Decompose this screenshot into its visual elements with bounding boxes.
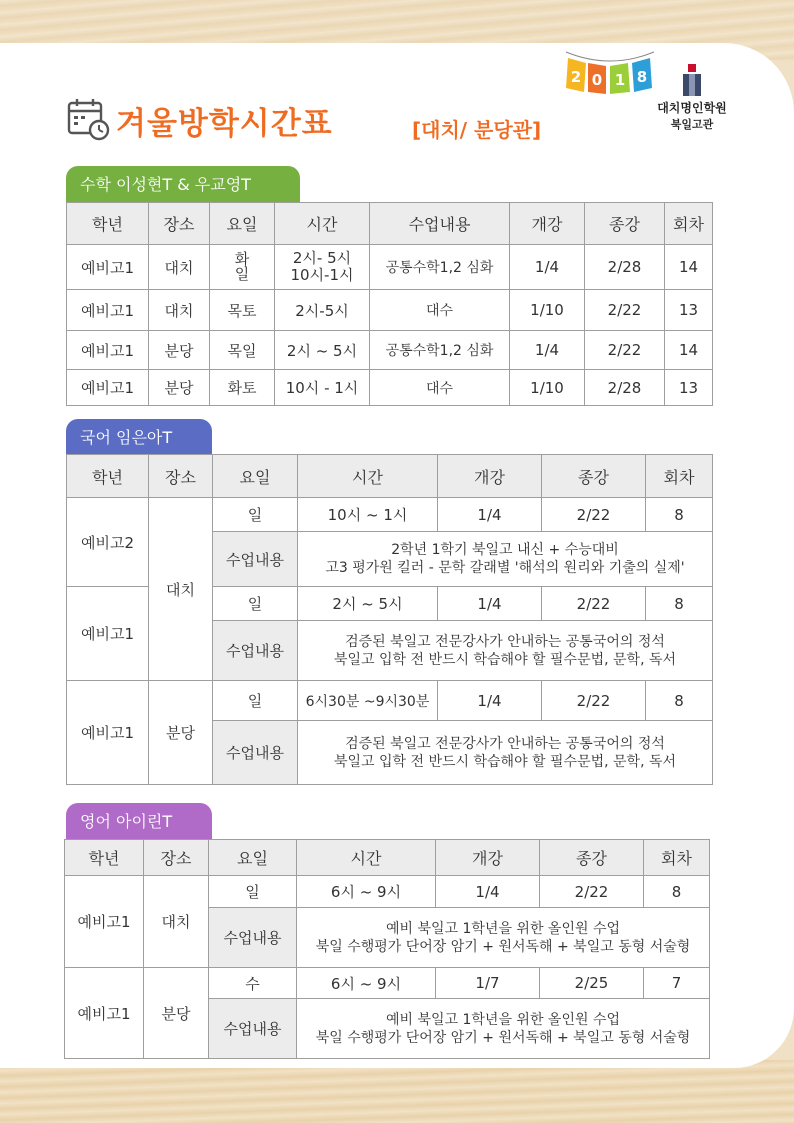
cell-content-line: 검증된 북일고 전문강사가 안내하는 공통국어의 정석	[345, 735, 665, 752]
cell-end: 2/28	[585, 245, 665, 290]
cell-start: 1/4	[436, 876, 540, 908]
english-section-tab: 영어 아이린T	[66, 803, 212, 839]
cell-start: 1/10	[510, 370, 585, 406]
header-end: 종강	[540, 840, 644, 876]
table-row	[67, 498, 713, 532]
cell-end: 2/22	[585, 290, 665, 331]
table-row	[67, 290, 713, 331]
table-row	[67, 681, 713, 721]
calendar-clock-icon	[66, 96, 112, 142]
academy-name: 대치명인학원	[657, 101, 727, 115]
header-day: 요일	[209, 840, 297, 876]
header-day: 요일	[213, 455, 298, 498]
cell-grade: 예비고1	[67, 245, 149, 290]
cell-content-line: 예비 북일고 1학년을 위한 올인원 수업	[385, 920, 621, 937]
cell-content	[297, 999, 710, 1059]
cell-day: 목토	[210, 290, 275, 331]
cell-day: 일	[213, 587, 298, 621]
year-flag-3: 1	[614, 71, 626, 89]
cell-time: 6시 ~ 9시	[297, 876, 436, 908]
cell-day: 목일	[210, 331, 275, 370]
cell-end: 2/22	[540, 876, 644, 908]
cell-start: 1/4	[438, 587, 542, 621]
cell-end: 2/22	[542, 498, 646, 532]
cell-day	[210, 245, 275, 290]
cell-content-line: 2학년 1학기 북일고 내신 + 수능대비	[391, 542, 619, 558]
cell-start: 1/4	[510, 245, 585, 290]
header-end: 종강	[585, 203, 665, 245]
math-schedule-table	[66, 202, 713, 406]
cell-time-line: 2시- 5시	[292, 249, 352, 267]
cell-count: 8	[646, 498, 713, 532]
year-flag-4: 8	[636, 68, 648, 86]
cell-time: 6시 ~ 9시	[297, 968, 436, 999]
header-place: 장소	[149, 203, 210, 245]
cell-time-line: 10시-1시	[290, 266, 354, 284]
cell-end: 2/22	[585, 331, 665, 370]
cell-content: 공통수학1,2 심화	[370, 245, 510, 290]
cell-time: 6시30분 ~9시30분	[298, 681, 438, 721]
table-row	[67, 331, 713, 370]
header-content: 수업내용	[370, 203, 510, 245]
cell-content-label: 수업내용	[213, 621, 298, 681]
cell-time: 10시 ~ 1시	[298, 498, 438, 532]
cell-content: 대수	[370, 370, 510, 406]
header-count: 회차	[644, 840, 710, 876]
cell-time: 2시-5시	[275, 290, 370, 331]
page-subtitle: [대치/ 분당관]	[412, 118, 542, 142]
cell-day: 화토	[210, 370, 275, 406]
korean-section-tab: 국어 임은아T	[66, 419, 212, 455]
cell-start: 1/4	[438, 498, 542, 532]
cell-content-line: 예비 북일고 1학년을 위한 올인원 수업	[385, 1011, 621, 1028]
cell-content-label: 수업내용	[209, 908, 297, 968]
cell-content-label: 수업내용	[213, 721, 298, 785]
cell-day: 일	[209, 876, 297, 908]
cell-place: 대치	[144, 876, 209, 968]
cell-grade: 예비고2	[67, 498, 149, 587]
header-start: 개강	[510, 203, 585, 245]
header-time: 시간	[297, 840, 436, 876]
cell-count: 14	[665, 331, 713, 370]
cell-day-line: 화	[234, 250, 250, 268]
table-header-row	[67, 203, 713, 245]
cell-end: 2/22	[542, 587, 646, 621]
year-flag-1: 2	[570, 68, 582, 86]
cell-start: 1/7	[436, 968, 540, 999]
cell-content-line: 북일고 입학 전 반드시 학습해야 할 필수문법, 문학, 독서	[333, 651, 677, 668]
cell-content: 대수	[370, 290, 510, 331]
cell-end: 2/28	[585, 370, 665, 406]
cell-content	[297, 908, 710, 968]
page-title: 겨울방학시간표	[116, 106, 333, 142]
english-schedule-table	[64, 839, 710, 1059]
cell-time: 10시 - 1시	[275, 370, 370, 406]
header-count: 회차	[665, 203, 713, 245]
cell-content-label: 수업내용	[213, 532, 298, 587]
year-bunting	[562, 48, 658, 98]
academy-branch: 북일고관	[670, 118, 714, 131]
cell-grade: 예비고1	[67, 331, 149, 370]
header-end: 종강	[542, 455, 646, 498]
cell-count: 8	[646, 587, 713, 621]
cell-day-line: 일	[234, 265, 250, 283]
academy-logo	[652, 64, 732, 132]
cell-grade: 예비고1	[67, 587, 149, 681]
year-flag-2: 0	[591, 71, 603, 89]
cell-time	[275, 245, 370, 290]
header-grade: 학년	[67, 455, 149, 498]
table-header-row	[67, 455, 713, 498]
cell-grade: 예비고1	[65, 876, 144, 968]
cell-count: 13	[665, 290, 713, 331]
header-grade: 학년	[67, 203, 149, 245]
cell-count: 14	[665, 245, 713, 290]
table-header-row	[65, 840, 710, 876]
cell-place: 대치	[149, 245, 210, 290]
cell-time: 2시 ~ 5시	[298, 587, 438, 621]
header-time: 시간	[275, 203, 370, 245]
academy-logo-icon	[681, 64, 703, 98]
cell-grade: 예비고1	[67, 370, 149, 406]
cell-content-line: 북일 수행평가 단어장 암기 + 원서독해 + 북일고 동형 서술형	[315, 938, 691, 955]
cell-count: 8	[646, 681, 713, 721]
cell-content	[298, 721, 713, 785]
cell-day: 일	[213, 498, 298, 532]
cell-place: 분당	[149, 681, 213, 785]
header-day: 요일	[210, 203, 275, 245]
cell-content: 공통수학1,2 심화	[370, 331, 510, 370]
cell-grade: 예비고1	[67, 290, 149, 331]
header-start: 개강	[436, 840, 540, 876]
table-row	[65, 968, 710, 999]
cell-content-label: 수업내용	[209, 999, 297, 1059]
cell-start: 1/4	[510, 331, 585, 370]
wood-background-bottom	[0, 1060, 794, 1123]
cell-count: 8	[644, 876, 710, 908]
cell-content	[298, 532, 713, 587]
cell-count: 7	[644, 968, 710, 999]
header-count: 회차	[646, 455, 713, 498]
cell-content	[298, 621, 713, 681]
table-row	[67, 245, 713, 290]
cell-grade: 예비고1	[67, 681, 149, 785]
header-place: 장소	[149, 455, 213, 498]
cell-place: 분당	[149, 331, 210, 370]
cell-end: 2/25	[540, 968, 644, 999]
table-row	[67, 370, 713, 406]
cell-content-line: 북일 수행평가 단어장 암기 + 원서독해 + 북일고 동형 서술형	[315, 1029, 691, 1046]
cell-place: 대치	[149, 290, 210, 331]
cell-grade: 예비고1	[65, 968, 144, 1059]
table-row	[65, 876, 710, 908]
header-place: 장소	[144, 840, 209, 876]
korean-schedule-table	[66, 454, 713, 785]
cell-place: 분당	[144, 968, 209, 1059]
cell-content-line: 고3 평가원 킬러 - 문학 갈래별 '해석의 원리와 기출의 실제'	[325, 560, 685, 576]
cell-day: 일	[213, 681, 298, 721]
cell-end: 2/22	[542, 681, 646, 721]
cell-place: 분당	[149, 370, 210, 406]
header-grade: 학년	[65, 840, 144, 876]
cell-start: 1/4	[438, 681, 542, 721]
math-section-tab: 수학 이성현T & 우교영T	[66, 166, 300, 202]
cell-start: 1/10	[510, 290, 585, 331]
cell-place: 대치	[149, 498, 213, 681]
cell-time: 2시 ~ 5시	[275, 331, 370, 370]
header-start: 개강	[438, 455, 542, 498]
cell-count: 13	[665, 370, 713, 406]
cell-content-line: 검증된 북일고 전문강사가 안내하는 공통국어의 정석	[345, 633, 665, 650]
cell-day: 수	[209, 968, 297, 999]
cell-content-line: 북일고 입학 전 반드시 학습해야 할 필수문법, 문학, 독서	[333, 753, 677, 770]
header-time: 시간	[298, 455, 438, 498]
